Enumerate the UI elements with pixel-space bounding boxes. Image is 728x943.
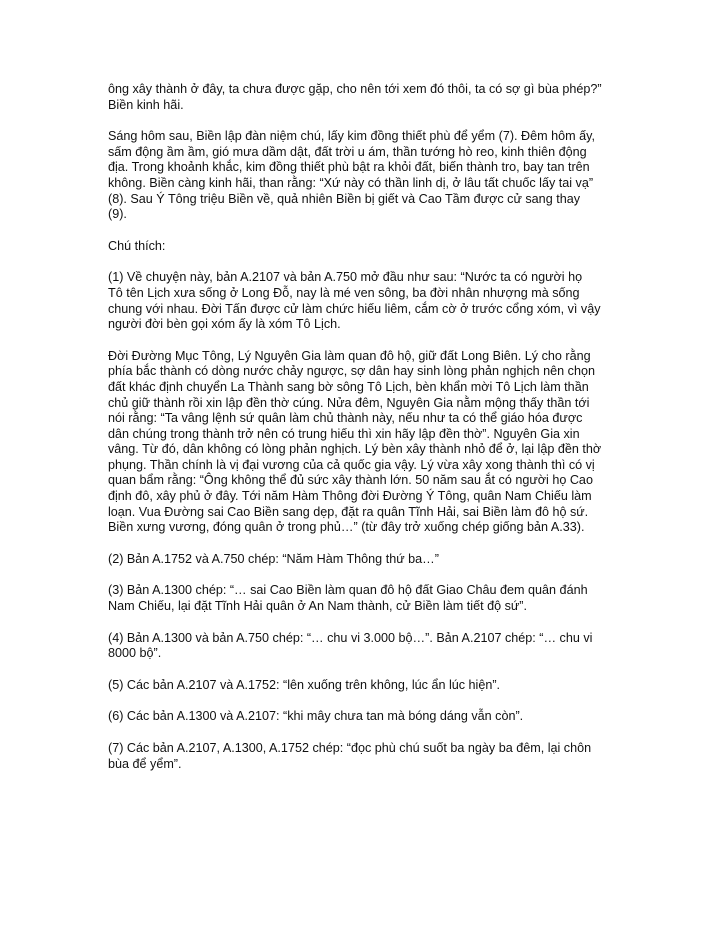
footnote-1: (1) Về chuyện này, bản A.2107 và bản A.750 mở đầu như sau: “Nước ta có người họ Tô tên Lịch xưa sống ở Long Đỗ, nay là mé ven sông, ba đời nhân nhượng mà sống chung với nhau. Đời Tấn được cử làm chức hiếu liêm, cắm cờ ở trước cổng xóm, vì vậy người đời bèn gọi xóm ấy là xóm Tô Lịch.: [108, 270, 601, 332]
paragraph-next-morning: Sáng hôm sau, Biền lập đàn niệm chú, lấy kim đồng thiết phù để yểm (7). Đêm hôm ấy, sấm động ầm ầm, gió mưa dầm dật, đất trời u ám, thần tướng hò reo, kinh thiên động địa. Trong khoảnh khắc, kim đồng thiết phù bật ra khỏi đất, biến thành tro, bay tan trên không. Biền càng kinh hãi, than rằng: “Xứ này có thần linh dị, ở lâu tất chuốc lấy tai vạ” (8). Sau Ý Tông triệu Biền về, quả nhiên Biền bị giết và Cao Tầm được cử sang thay (9).: [108, 129, 595, 222]
footnote-5: (5) Các bản A.2107 và A.1752: “lên xuống trên không, lúc ẩn lúc hiện”.: [108, 677, 501, 692]
footnote-3: (3) Bản A.1300 chép: “… sai Cao Biền làm quan đô hộ đất Giao Châu đem quân đánh Nam Chiếu, lại đặt Tĩnh Hải quân ở An Nam thành, cử Biền làm tiết độ sứ”.: [108, 583, 588, 614]
footnote-4: (4) Bản A.1300 và bản A.750 chép: “… chu vi 3.000 bộ…”. Bản A.2107 chép: “… chu vi 8000 bộ”.: [108, 630, 593, 661]
notes-heading: Chú thích:: [108, 238, 166, 253]
footnote-1-continued: Đời Đường Mục Tông, Lý Nguyên Gia làm quan đô hộ, giữ đất Long Biên. Lý cho rằng phía bắc thành có dòng nước chảy ngược, sợ dân hay sinh lòng phản nghịch nên chọn đất khác định chuyển La Thành sang bờ sông Tô Lịch, bèn khẩn mời Tô Lịch làm thần chủ giữ thành rồi xin lập đền thờ cúng. Nửa đêm, Nguyên Gia nằm mộng thấy thần tới nói rằng: “Ta vâng lệnh sứ quân làm chủ thành này, nếu như ta có thể giáo hóa được dân chúng trong thành trở nên có trung hiếu thì xin hãy lập đền thờ”. Nguyên Gia xin vâng. Từ đó, dân không có lòng phản nghịch. Lý bèn xây thành nhỏ để ở, lại lập đền thờ phụng. Thần chính là vị đại vương của cả quốc gia vậy. Lý vừa xây xong thành thì có vị quan bẩm rằng: “Ông không thể đủ sức xây thành lớn. 50 năm sau ắt có người họ Cao định đô, xây phủ ở đây. Tới năm Hàm Thông đời Đường Ý Tông, quân Nam Chiếu làm loạn. Vua Đường sai Cao Biền sang dẹp, đặt ra quân Tĩnh Hải, sai Biền làm đô hộ sứ. Biền xưng vương, đóng quân ở trong phủ…” (từ đây trở xuống chép giống bản A.33).: [108, 348, 602, 535]
footnote-7: (7) Các bản A.2107, A.1300, A.1752 chép: “đọc phù chú suốt ba ngày ba đêm, lại chôn bùa để yểm”.: [108, 741, 592, 771]
footnote-6: (6) Các bản A.1300 và A.2107: “khi mây chưa tan mà bóng dáng vẫn còn”.: [108, 709, 524, 724]
document-page: [108, 82, 630, 788]
paragraph-continuation: ông xây thành ở đây, ta chưa được gặp, cho nên tới xem đó thôi, ta có sợ gì bùa phép?” Biền kinh hãi.: [108, 82, 602, 112]
footnote-2: (2) Bản A.1752 và A.750 chép: “Năm Hàm Thông thứ ba…”: [108, 551, 439, 566]
